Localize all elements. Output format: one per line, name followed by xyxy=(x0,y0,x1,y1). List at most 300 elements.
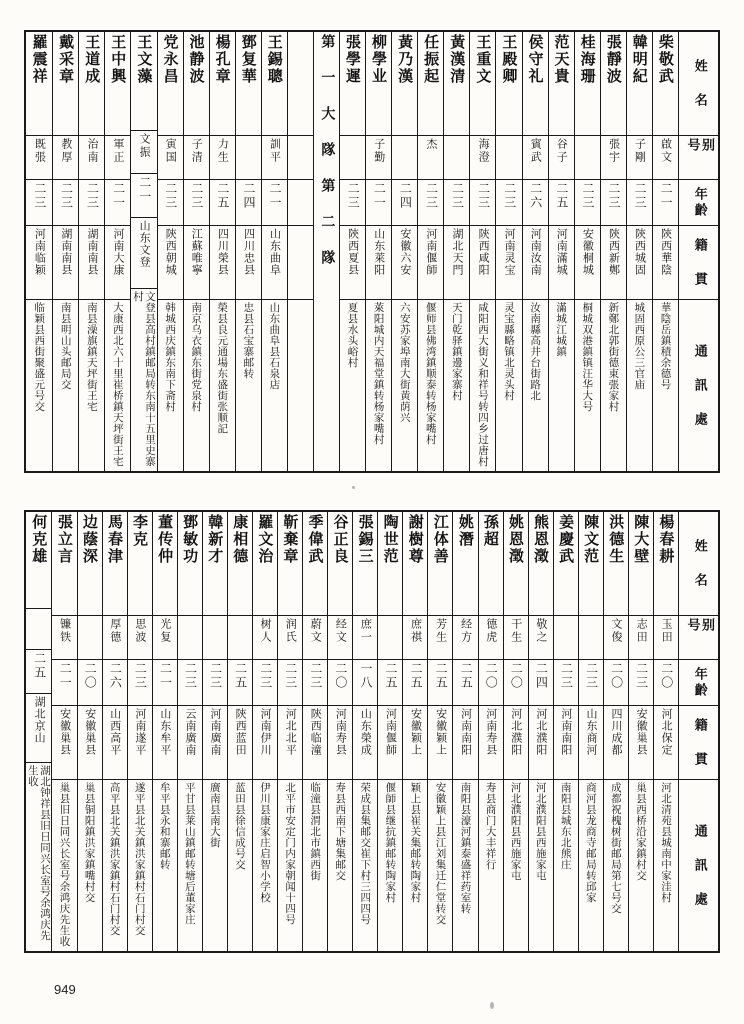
cell-address-text: 夏县水头峪村 xyxy=(346,302,359,368)
cell-name xyxy=(554,512,578,616)
cell-age xyxy=(654,660,678,706)
cell-age xyxy=(392,180,417,226)
cell-address xyxy=(418,300,443,471)
table-row xyxy=(183,32,209,471)
roster-table-bottom xyxy=(24,510,720,953)
cell-address xyxy=(653,300,678,471)
cell-origin xyxy=(52,706,76,780)
header-origin: 籍 貫 xyxy=(679,706,718,780)
cell-name xyxy=(328,512,352,616)
cell-alias xyxy=(288,136,313,180)
table-row xyxy=(574,32,600,471)
group-label-text: 第 一 大 隊 第 二 隊 xyxy=(319,34,336,267)
cell-alias xyxy=(328,616,352,660)
cell-origin xyxy=(340,226,365,300)
cell-age-text: 二三 xyxy=(633,182,648,210)
cell-name xyxy=(627,32,652,136)
table-row xyxy=(130,32,156,471)
table-row xyxy=(152,512,177,951)
cell-address-text: 河北清苑县城南中家洼村 xyxy=(660,782,672,903)
cell-name-text: 韓新才 xyxy=(206,514,225,565)
cell-age xyxy=(52,660,76,706)
cell-address-text: 偃師县继抗鎮邮转陶家村 xyxy=(384,782,397,903)
cell-age xyxy=(158,180,183,226)
cell-address-text: 寿县西南下塘集邮交 xyxy=(334,782,347,881)
cell-name xyxy=(470,32,495,136)
cell-name xyxy=(128,512,152,616)
cell-alias xyxy=(575,136,600,180)
cell-name-text: 陳文范 xyxy=(582,514,601,565)
header-address: 通 訊 處 xyxy=(691,823,707,908)
cell-name xyxy=(523,32,548,136)
table-row xyxy=(127,512,152,951)
cell-origin-text: 河南汝南 xyxy=(529,228,543,276)
cell-address-text: 灵宝縣略镇北灵头村 xyxy=(503,302,516,401)
cell-alias-text: 庶祺 xyxy=(409,618,423,644)
cell-origin xyxy=(203,706,227,780)
table-row xyxy=(302,512,327,951)
cell-age-text: 二五 xyxy=(554,182,569,210)
cell-address-text: 南县澡旗鎮天坪街王宅 xyxy=(85,302,98,412)
cell-origin xyxy=(575,226,600,300)
cell-alias xyxy=(653,136,678,180)
cell-alias xyxy=(79,136,104,180)
cell-age-text: 二〇 xyxy=(484,662,499,690)
cell-name-text: 鄧敏功 xyxy=(181,514,200,565)
cell-alias xyxy=(366,136,391,180)
cell-age-text: 二三 xyxy=(634,662,649,690)
table-row xyxy=(102,512,127,951)
cell-name xyxy=(453,512,477,616)
cell-origin-text: 安徽六安 xyxy=(398,228,412,276)
cell-origin-text: 四川忠县 xyxy=(242,228,256,276)
table-row xyxy=(51,512,76,951)
cell-origin-text: 河南伊川 xyxy=(259,708,273,756)
cell-name xyxy=(496,32,521,136)
cell-name xyxy=(228,512,252,616)
cell-origin-text: 安徽巢县 xyxy=(58,708,72,756)
table-row xyxy=(603,512,628,951)
scan-speck xyxy=(490,1002,494,1009)
cell-name xyxy=(105,32,130,136)
cell-name-text: 王文藻 xyxy=(135,34,154,85)
cell-origin xyxy=(105,226,130,300)
cell-origin xyxy=(378,706,402,780)
cell-alias xyxy=(444,136,469,180)
cell-age-text: 二三 xyxy=(258,662,273,690)
cell-origin xyxy=(253,706,277,780)
column-headers-bottom xyxy=(678,512,718,951)
cell-name xyxy=(579,512,603,616)
cell-alias xyxy=(153,616,177,660)
cell-origin-text: 湖北天門 xyxy=(450,228,464,276)
cell-alias-text: 既張 xyxy=(33,138,47,164)
cell-age xyxy=(428,660,452,706)
cell-alias-text: 賓武 xyxy=(529,138,543,164)
cell-alias xyxy=(78,616,102,660)
cell-name-text: 王重文 xyxy=(474,34,493,85)
cell-origin xyxy=(470,226,495,300)
cell-name xyxy=(262,32,287,136)
cell-name xyxy=(153,512,177,616)
cell-address xyxy=(178,780,202,951)
cell-age xyxy=(131,174,156,218)
cell-alias-text: 子清 xyxy=(190,138,204,164)
cell-origin xyxy=(428,706,452,780)
table-row xyxy=(653,512,678,951)
header-alias: 别 号 xyxy=(679,616,718,660)
table-row xyxy=(553,512,578,951)
cell-alias xyxy=(105,136,130,180)
cell-address xyxy=(203,780,227,951)
cell-address xyxy=(105,300,130,471)
page-number: 949 xyxy=(54,982,76,997)
cell-address-text: 南京乌衣鎮东街党泉村 xyxy=(190,302,203,412)
cell-alias-text: 镰铁 xyxy=(58,618,72,644)
cell-origin-text: 山东商河 xyxy=(584,708,598,756)
table-row xyxy=(287,32,313,471)
cell-alias xyxy=(392,136,417,180)
cell-origin xyxy=(328,706,352,780)
cell-name-text: 楊孔章 xyxy=(213,34,232,85)
table-row xyxy=(503,512,528,951)
cell-name xyxy=(403,512,427,616)
cell-address xyxy=(26,763,51,951)
cell-alias-text: 蔚文 xyxy=(309,618,323,644)
cell-age-text: 二三 xyxy=(189,182,204,210)
cell-origin xyxy=(158,226,183,300)
cell-name-text: 桂海珊 xyxy=(578,34,597,85)
cell-alias-text: 力生 xyxy=(216,138,230,164)
cell-age-text: 二五 xyxy=(215,182,230,210)
cell-alias-text: 治南 xyxy=(85,138,99,164)
cell-name xyxy=(601,32,626,136)
cell-name-text: 王道成 xyxy=(83,34,102,85)
cell-age-text: 二三 xyxy=(59,182,74,210)
table-row xyxy=(495,32,521,471)
cell-alias xyxy=(504,616,528,660)
cell-name-text: 柳學业 xyxy=(370,34,388,85)
cell-alias-text: 德虎 xyxy=(484,618,498,644)
cell-origin xyxy=(153,706,177,780)
cell-origin xyxy=(392,226,417,300)
cell-age-text: 二一 xyxy=(372,182,387,210)
cell-name-text: 戴采章 xyxy=(57,34,76,85)
header-address: 通 訊 處 xyxy=(691,343,707,428)
cell-name xyxy=(184,32,209,136)
cell-alias xyxy=(210,136,235,180)
cell-origin xyxy=(288,226,313,300)
cell-address xyxy=(303,780,327,951)
cell-alias xyxy=(604,616,628,660)
cell-age-text: 二五 xyxy=(409,662,424,690)
cell-age xyxy=(353,660,377,706)
cell-address-text: 巢县西桥沿家鎮村交 xyxy=(634,782,647,881)
cell-origin-text: 河北濮阳 xyxy=(534,708,548,756)
cell-origin xyxy=(629,706,653,780)
cell-name xyxy=(26,512,51,609)
cell-alias-text: 干生 xyxy=(509,618,523,644)
cell-alias-text: 杰 xyxy=(424,138,438,151)
cell-age-text: 二一 xyxy=(58,662,73,690)
cell-address-text: 安徽颖上县江刘集迁仁堂转交 xyxy=(434,782,447,925)
table-row xyxy=(227,512,252,951)
cell-address-text: 蓝田县徐信成号交 xyxy=(233,782,246,870)
cell-address xyxy=(496,300,521,471)
cell-alias xyxy=(26,136,52,180)
cell-alias-text: 经文 xyxy=(334,618,348,644)
cell-address xyxy=(366,300,391,471)
cell-age-text: 二三 xyxy=(450,182,465,210)
cell-address xyxy=(575,300,600,471)
cell-name-text: 陳大壁 xyxy=(632,514,651,565)
cell-age-text: 二一 xyxy=(268,182,283,210)
cell-address xyxy=(328,780,352,951)
cell-alias xyxy=(529,616,553,660)
cell-name-text: 王中興 xyxy=(109,34,128,85)
cell-name xyxy=(131,32,156,131)
cell-origin xyxy=(453,706,477,780)
cell-address xyxy=(654,780,678,951)
cell-origin-text: 湖南南县 xyxy=(59,228,73,276)
cell-alias-text: 志田 xyxy=(635,618,649,644)
cell-address xyxy=(627,300,652,471)
cell-age-text: 二三 xyxy=(183,662,198,690)
cell-age-text: 二三 xyxy=(502,182,517,210)
cell-address xyxy=(128,780,152,951)
cell-age-text: 二〇 xyxy=(333,662,348,690)
cell-alias-text: 谷子 xyxy=(555,138,569,164)
cell-origin-text: 山东文登 xyxy=(138,219,152,268)
table-row xyxy=(528,512,553,951)
cell-age xyxy=(444,180,469,226)
cell-address-text: 临颖县西街聚盛元号交 xyxy=(33,302,46,412)
cell-address-text: 临潼县渭北市鎮西街 xyxy=(309,782,322,881)
cell-age xyxy=(403,660,427,706)
table-row xyxy=(417,32,443,471)
header-name: 姓 名 xyxy=(679,32,718,136)
cell-alias xyxy=(52,616,76,660)
table-row xyxy=(377,512,402,951)
cell-name xyxy=(392,32,417,136)
cell-age-text: 二一 xyxy=(659,182,674,210)
cell-alias xyxy=(103,616,127,660)
cell-age xyxy=(496,180,521,226)
table-row xyxy=(548,32,574,471)
cell-age-text: 二三 xyxy=(163,182,178,210)
cell-origin xyxy=(178,706,202,780)
header-age: 年齡 xyxy=(679,180,718,226)
cell-age-text: 二三 xyxy=(85,182,100,210)
cell-age-text: 二三 xyxy=(584,662,599,690)
cell-age-text: 二五 xyxy=(434,662,449,690)
cell-address xyxy=(340,300,365,471)
cell-age xyxy=(366,180,391,226)
cell-age-text: 一八 xyxy=(358,662,373,690)
cell-name xyxy=(158,32,183,136)
cell-origin xyxy=(523,226,548,300)
cell-origin xyxy=(303,706,327,780)
cell-name-text: 池静波 xyxy=(187,34,206,85)
cell-origin xyxy=(654,706,678,780)
cell-address-text: 遂平县北关鎮洪家鎮村石门村交 xyxy=(133,782,146,936)
cell-alias xyxy=(428,616,452,660)
table-row xyxy=(578,512,603,951)
cell-alias xyxy=(236,136,261,180)
cell-origin-text: 河南廣南 xyxy=(209,708,222,756)
cell-alias xyxy=(158,136,183,180)
cell-origin-text: 陝西朝城 xyxy=(164,228,178,276)
cell-origin xyxy=(403,706,427,780)
table-row xyxy=(522,32,548,471)
cell-age xyxy=(184,180,209,226)
cell-alias-text: 芳生 xyxy=(434,618,448,644)
table-row xyxy=(452,512,477,951)
cell-age xyxy=(529,660,553,706)
cell-alias xyxy=(131,131,156,173)
cell-origin xyxy=(79,226,104,300)
table-row xyxy=(339,32,365,471)
cell-origin-text: 陝西華陰 xyxy=(659,228,673,276)
cell-address xyxy=(262,300,287,471)
cell-alias xyxy=(470,136,495,180)
cell-origin xyxy=(366,226,391,300)
cell-age xyxy=(203,660,227,706)
cell-alias-text: 海澄 xyxy=(477,138,491,164)
cell-origin-text: 湖南南县 xyxy=(85,228,99,276)
cell-address xyxy=(403,780,427,951)
cell-age-text: 二五 xyxy=(384,662,398,690)
cell-name-text: 陶世范 xyxy=(381,514,400,565)
header-alias: 别 号 xyxy=(679,136,718,180)
cell-address-text: 湖北钟祥县旧日同兴长室号余鸿庆先生收 xyxy=(26,764,51,941)
cell-name xyxy=(203,512,227,616)
cell-name xyxy=(288,32,313,136)
cell-name-text: 靳棄章 xyxy=(281,514,300,565)
cell-origin-text: 陝西蓝田 xyxy=(234,708,248,756)
cell-age-text: 二一 xyxy=(111,182,126,210)
cell-age xyxy=(418,180,443,226)
cell-age-text: 二一 xyxy=(137,175,152,204)
header-age: 年齡 xyxy=(679,660,718,706)
cell-origin xyxy=(554,706,578,780)
cell-origin xyxy=(504,706,528,780)
cell-name-text: 江体善 xyxy=(431,514,450,565)
cell-age xyxy=(78,660,102,706)
cell-origin xyxy=(184,226,209,300)
cell-age xyxy=(288,180,313,226)
cell-name-text: 季偉武 xyxy=(306,514,325,565)
cell-address xyxy=(79,300,104,471)
cell-name-text: 羅震祥 xyxy=(30,34,49,85)
cell-alias-text: 教厚 xyxy=(59,138,73,164)
cell-age xyxy=(278,660,302,706)
cell-address-text: 牟平县永和寨邮转 xyxy=(158,782,171,870)
cell-address-text: 滿城江城鎮 xyxy=(555,302,568,357)
cell-alias xyxy=(53,136,78,180)
cell-alias xyxy=(629,616,653,660)
cell-address xyxy=(253,780,277,951)
cell-address-text: 伊川县康家庄启智小学校 xyxy=(259,782,271,903)
scan-speck xyxy=(352,486,355,489)
cell-name-text: 洪德生 xyxy=(607,514,626,565)
table-row xyxy=(427,512,452,951)
cell-origin-text: 安徽颖上 xyxy=(434,708,448,756)
cell-alias-text: 厚德 xyxy=(108,618,122,644)
cell-name-text: 边蔭深 xyxy=(80,514,99,565)
cell-origin-text: 陝西城固 xyxy=(633,228,647,276)
cell-origin xyxy=(529,706,553,780)
cell-origin xyxy=(653,226,678,300)
cell-address xyxy=(529,780,553,951)
cell-alias-text: 玉田 xyxy=(660,618,674,644)
cell-address-text: 汝南縣高井台街路北 xyxy=(529,302,542,401)
cell-address xyxy=(470,300,495,471)
cell-name xyxy=(52,512,76,616)
table-row xyxy=(478,512,503,951)
cell-alias xyxy=(184,136,209,180)
cell-address-text: 平甘县莱山鎮邮转塘后董家庄 xyxy=(183,782,196,925)
cell-address-text: 文登县高村鎮邮局转东南十五里史寨村 xyxy=(131,290,157,467)
cell-name-text: 張錫三 xyxy=(356,514,375,565)
cell-name xyxy=(78,512,102,616)
cell-origin xyxy=(496,226,521,300)
cell-name xyxy=(103,512,127,616)
cell-address xyxy=(52,780,76,951)
cell-age-text: 二三 xyxy=(133,662,148,690)
table-row xyxy=(157,32,183,471)
cell-name-text: 韓明紀 xyxy=(630,34,649,85)
cell-alias-text: 庶一 xyxy=(359,618,373,644)
cell-address xyxy=(228,780,252,951)
table-row xyxy=(652,32,678,471)
cell-age xyxy=(554,660,578,706)
cell-age xyxy=(453,660,477,706)
cell-address xyxy=(629,780,653,951)
table-row xyxy=(277,512,302,951)
cell-age xyxy=(470,180,495,226)
cell-name-text: 姜慶武 xyxy=(557,514,576,565)
cell-age-text: 二四 xyxy=(398,182,413,210)
cell-address-text: 荣成县集邮交崔下村三四四号 xyxy=(359,782,372,925)
cell-address-text: 商河县龙商寺邮局转邱家 xyxy=(584,782,597,903)
table-row xyxy=(202,512,227,951)
table-row xyxy=(600,32,626,471)
cell-name xyxy=(53,32,78,136)
cell-address-text: 華陰岳鎮積余德号 xyxy=(659,302,672,390)
cell-address xyxy=(444,300,469,471)
cell-origin xyxy=(604,706,628,780)
cell-age xyxy=(504,660,528,706)
cell-address xyxy=(131,289,156,471)
cell-address-text: 河北濮阳县西施家屯 xyxy=(509,782,522,881)
cell-age-text: 二一 xyxy=(158,662,173,690)
table-row xyxy=(52,32,78,471)
cell-alias xyxy=(549,136,574,180)
cell-name-text: 李克 xyxy=(131,514,150,548)
cell-age-text: 二〇 xyxy=(83,662,98,690)
cell-alias-text: 寅国 xyxy=(164,138,178,164)
cell-age xyxy=(579,660,603,706)
cell-name-text: 党永昌 xyxy=(161,34,180,85)
cell-name-text: 姚潛 xyxy=(456,514,475,548)
cell-age xyxy=(26,180,52,226)
cell-origin-text: 河南灵宝 xyxy=(503,228,517,276)
table-row xyxy=(352,512,377,951)
group-label-column xyxy=(313,32,339,471)
cell-address-text: 忠县石宝寨邮转 xyxy=(242,302,255,379)
cell-address-text: 巢县旧日同兴长室号余鸿庆先生收 xyxy=(58,782,71,947)
